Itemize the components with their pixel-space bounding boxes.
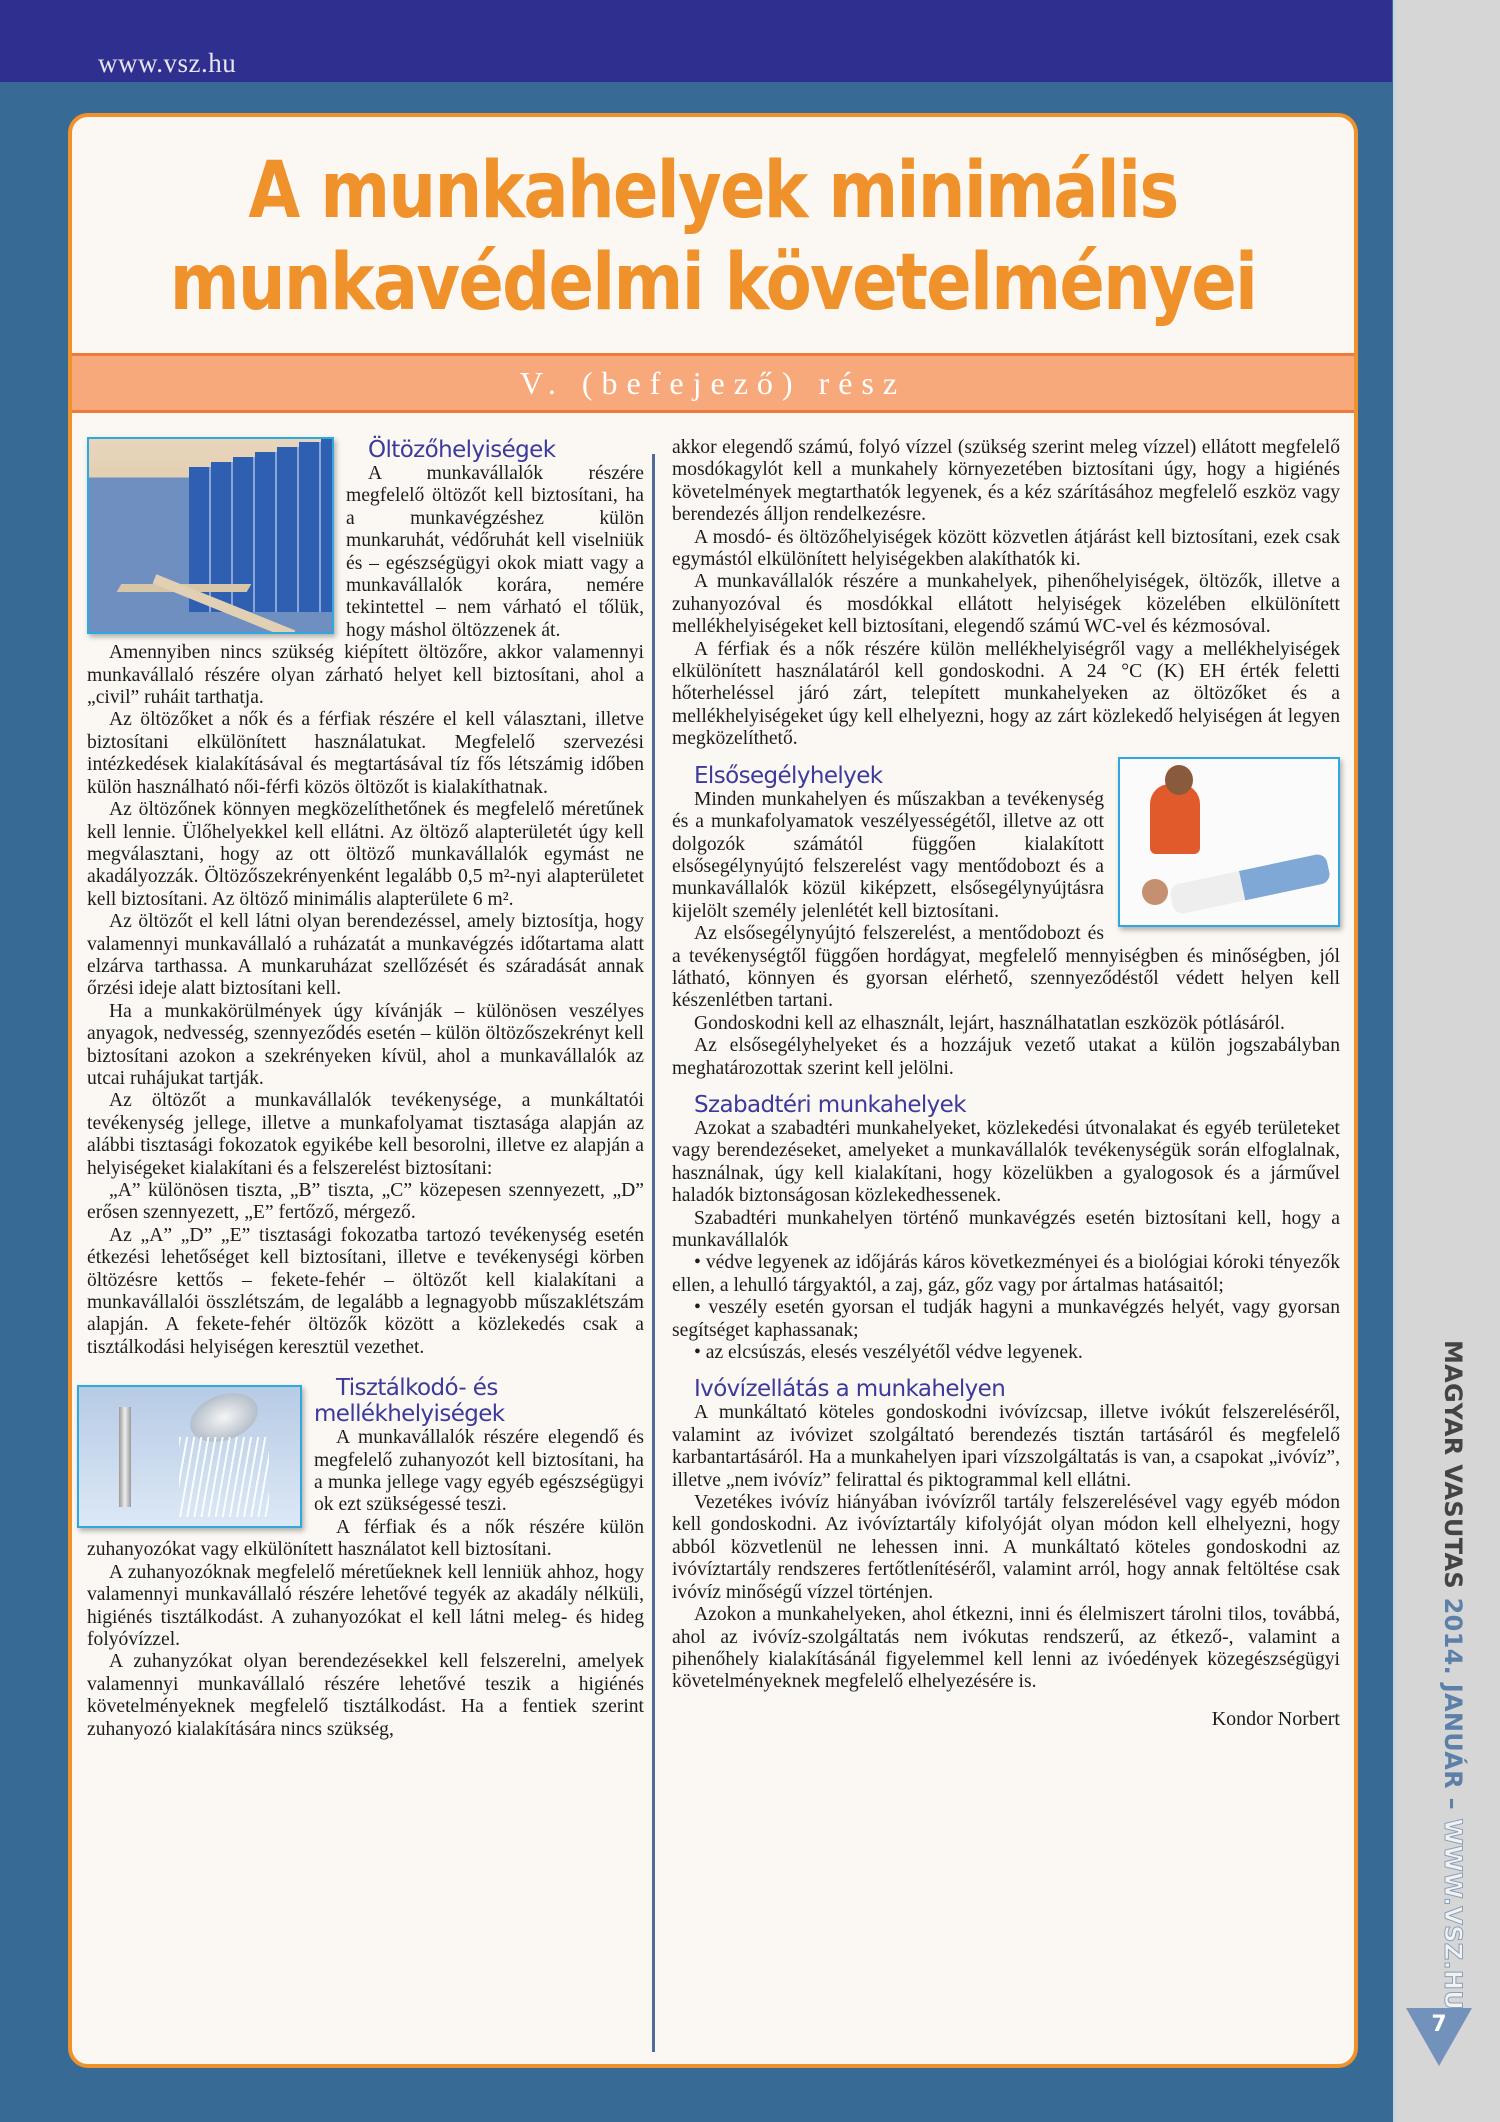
paragraph: „A” különösen tiszta, „B” tiszta, „C” közepesen szennyezett, „D” erősen szennyezett, „E” fertőző, mérgező. xyxy=(87,1180,644,1224)
paragraph: Vezetékes ivóvíz hiányában ivóvízről tartály felszerelésével vagy egyéb módon kell gondoskodni. Az ivóvíztartály kifolyóját olyan módon kell elhelyezni, hogy abból közvetlenül ne lehessen inni. A munkáltató köteles gondoskodni az ivóvíztartály rendszeres fertőtlenítéséről, valamint arról, hogy annak feltöltése csak ivóvíz minőségű vízzel történjen. xyxy=(672,1492,1340,1603)
author-name: Kondor Norbert xyxy=(1211,1707,1340,1730)
paragraph: Az „A” „D” „E” tisztasági fokozatba tartozó tevékenység esetén étkezési lehetőséget kell biztosítani, illetve e tevékenységi körben öltözésre kettős – fekete-fehér – öltözőt kell kialakítani a munkavállalói összlétszám, de legalább a legnagyobb műszaklétszám alapján. A fekete-fehér öltözők között a közlekedés csak a tisztálkodási helyiségen keresztül vezethet. xyxy=(87,1224,644,1358)
section-heading-ivoviz: Ivóvízellátás a munkahelyen xyxy=(694,1376,1006,1403)
paragraph: A munkavállalók részére megfelelő öltözőt kell biztosítani, ha a munkavégzéshez külön munkaruhát, védőruhát kell viselniük és – egészségügyi okok miatt vagy a munkavállalók korára, nemére tekintettel – nem várható el tőlük, hogy máshol öltözzenek át. xyxy=(346,463,644,641)
paragraph: Minden munkahelyen és műszakban a tevékenység és a munkafolyamatok veszélyességétől, illetve az ott dolgozók számától függően kialakított elsősegélynyújtó felszerelést vagy mentődobozt és a munkavállalók közül kiképzett, elsősegélynyújtásra kijelölt személy jelenlétét kell biztosítani. xyxy=(672,788,1104,922)
paragraph: Gondoskodni kell az elhasznált, lejárt, használhatatlan eszközök pótlásáról. xyxy=(694,1012,1285,1034)
issue-date: 2014. JANUÁR xyxy=(1439,1597,1467,1789)
paragraph: Az öltözőt el kell látni olyan berendezéssel, amely biztosítja, hogy valamennyi munkavállaló a ruházatát a munkavégzés időtartama alatt elzárva tarthassa. A munkaruházat szellőzését és száradását annak őrzési ideje alatt biztosítani kell. xyxy=(87,911,644,1000)
paragraph: akkor elegendő számú, folyó vízzel (szükség szerint meleg vízzel) ellátott megfelelő mosdókagylót kell a munkahely környezetében biztosítani úgy, hogy a higiénés követelmények megtarthatók legyenek, és a kéz szárításához megfelelő eszköz vagy berendezés álljon rendelkezésre. xyxy=(672,437,1340,526)
article-subtitle: V. (befejező) rész xyxy=(519,365,907,401)
paragraph: Szabadtéri munkahelyen történő munkavégzés esetén biztosítani kell, hogy a munkavállalók xyxy=(672,1207,1340,1251)
paragraph: A zuhanyzókat olyan berendezésekkel kell felszerelni, amelyek valamennyi munkavállaló részére lehetővé teszik a higiénés követelményeknek megfelelő tisztálkodást. Ha a fentiek szerint zuhanyozó kialakítására nincs szükség, xyxy=(87,1651,644,1740)
paragraph: Azokon a munkahelyeken, ahol étkezni, inni és élelmiszert tárolni tilos, továbbá, ahol az ivóvíz-szolgáltatás nem ivókutas rendszerű, az étkező-, valamint a pihenőhely kialakításánál figyelemmel kell lenni az ivóedények közegészségügyi követelményeknek megfelelő elhelyezésére is. xyxy=(672,1604,1340,1693)
bullet-item: • veszély esetén gyorsan el tudják hagyni a munkavégzés helyét, vagy gyorsan segítséget kaphassanak; xyxy=(672,1297,1340,1341)
magazine-name: MAGYAR VASUTAS xyxy=(1439,1340,1467,1589)
section-heading-szabadteri: Szabadtéri munkahelyek xyxy=(694,1091,966,1118)
locker-room-image xyxy=(87,437,334,634)
paragraph: A munkavállalók részére a munkahelyek, pihenőhelyiségek, öltözők, illetve a zuhanyozóval és mosdókkal ellátott helyiségek közelében elkülönített mellékhelyiségeket kell biztosítani, elegendő számú WC-vel és kézmosóval. xyxy=(672,571,1340,638)
right-column xyxy=(672,437,1340,1730)
first-aid-image xyxy=(1118,757,1340,927)
section-heading-tisztalkodo: Tisztálkodó- és mellékhelyiségek xyxy=(314,1375,505,1428)
paragraph: Az öltözőt a munkavállalók tevékenysége, a munkáltatói tevékenység jellege, illetve a munkafolyamat tisztasága alapján az alábbi tisztasági fokozatok egyikébe kell besorolni, illetve ez alapján a helyiségeket kialakítani és a felszerelést biztosítani: xyxy=(87,1090,644,1179)
shower-image xyxy=(77,1385,302,1528)
paragraph: A zuhanyozóknak megfelelő méretűeknek kell lenniük ahhoz, hogy valamennyi munkavállaló részére lehetővé tegyék az akadály nélküli, higiénés tisztálkodást. A zuhanyozókat el kell látni meleg- és hideg folyóvízzel. xyxy=(87,1561,644,1650)
paragraph: A férfiak és a nők részére külön zuhanyozókat vagy elkülönített használatot kell biztosítani. xyxy=(87,1516,644,1561)
top-bar xyxy=(0,0,1392,82)
page-number: 7 xyxy=(1431,2012,1447,2037)
paragraph: Amennyiben nincs szükség kiépített öltözőre, akkor valamennyi munkavállaló részére olyan zárható helyet kell biztosítani, ahol a „civil” ruháit tarthatja. xyxy=(87,642,644,709)
section-heading-elsosegely: Elsősegélyhelyek xyxy=(694,762,883,789)
bullet-item: • védve legyenek az időjárás káros következményei és a biológiai kóroki tényezők ellen, a lehulló tárgyaktól, a zaj, gáz, gőz vagy por ártalmas hatásaitól; xyxy=(672,1252,1340,1296)
paragraph: Az elsősegélyhelyeket és a hozzájuk vezető utakat a külön jogszabályban meghatározottak szerint kell jelölni. xyxy=(672,1035,1340,1079)
paragraph: A férfiak és a nők részére külön mellékhelyiségről vagy a mellékhelyiségek elkülönített használatáról kell gondoskodni. A 24 °C (K) EH érték feletti hőterheléssel járó zárt, telepített munkahelyeken az öltözőket és a mellékhelyiségeket úgy kell elhelyezni, hogy az zárt közlekedő helyiségen át legyen megközelíthető. xyxy=(672,638,1340,750)
bullet-item: • az elcsúszás, elesés veszélyétől védve legyenek. xyxy=(694,1342,1083,1364)
paragraph: Az öltözőket a nők és a férfiak részére el kell választani, illetve biztosítani elkülönített használatukat. Megfelelő szervezési intézkedések kialakításával és megtartásával tíz fős létszámig időben külön használható női-férfi közös öltözőt is kialakíthatnak. xyxy=(87,709,644,798)
separator: – xyxy=(1439,1797,1467,1810)
subtitle-band xyxy=(72,353,1354,413)
magazine-url[interactable]: WWW.VSZ.HU xyxy=(1439,1818,1467,2011)
site-url[interactable]: www.vsz.hu xyxy=(98,48,237,78)
title-line-2: munkavédelmi követelményei xyxy=(169,238,1257,328)
section-heading-oltozo: Öltözőhelyiségek xyxy=(368,437,556,463)
paragraph: A munkáltató köteles gondoskodni ivóvízcsap, illetve ivókút felszereléséről, valamint az ivóvizet szolgáltató berendezés tisztán tartásáról és megfelelő karbantartásáról. Ha a munkahelyen ipari vízszolgáltatás is van, a csapokat „ivóvíz”, illetve „nem ivóvíz” felirattal és piktogrammal kell ellátni. xyxy=(672,1402,1340,1491)
paragraph: Ha a munkakörülmények úgy kívánják – különösen veszélyes anyagok, nedvesség, szennyeződés esetén – külön öltözőszekrényt kell biztosítani azokon a szekrényeken kívül, ahol a munkavállalók az utcai ruhájukat tartják. xyxy=(87,1000,644,1089)
paragraph: A munkavállalók részére elegendő és megfelelő zuhanyozót kell biztosítani, ha a munka jellege vagy egyéb egészségügyi ok ezt szükségessé teszi. xyxy=(314,1427,644,1516)
paragraph: A mosdó- és öltözőhelyiségek között közvetlen átjárást kell biztosítani, ezek csak egymástól elkülönített helyiségekben alakíthatók ki. xyxy=(672,526,1340,571)
paragraph: Az öltözőnek könnyen megközelíthetőnek és megfelelő méretűnek kell lennie. Ülőhelyekkel kell ellátni. Az öltöző alapterületét úgy kell megválasztani, hogy az ott öltöző munkavállalók egymást ne akadályozzák. Öltözőszekrényenként legalább 0,5 m²-nyi alapterületet kell biztosítani. Az öltöző minimális alapterülete 6 m². xyxy=(87,799,644,910)
column-divider xyxy=(652,454,655,2052)
left-column xyxy=(87,437,644,1741)
paragraph: Az elsősegélynyújtó felszerelést, a mentődobozt és a tevékenységtől függően hordágyat, megfelelő mennyiségben és minőségben, jól látható, könnyen és gyorsan elérhető, szennyeződéstől védett helyen kell készenlétben tartani. xyxy=(672,923,1340,1012)
title-line-1: A munkahelyek minimális xyxy=(248,146,1178,236)
article-title xyxy=(162,145,1265,329)
paragraph: Azokat a szabadtéri munkahelyeket, közlekedési útvonalakat és egyéb területeket vagy berendezéseket, amelyeket a munkavállalók tevékenységük során elfoglalnak, használnak, úgy kell kialakítani, hogy közelükben a gyalogosok és a járművel haladók biztonságosan közlekedhessenek. xyxy=(672,1117,1340,1207)
article-card xyxy=(68,113,1358,2068)
